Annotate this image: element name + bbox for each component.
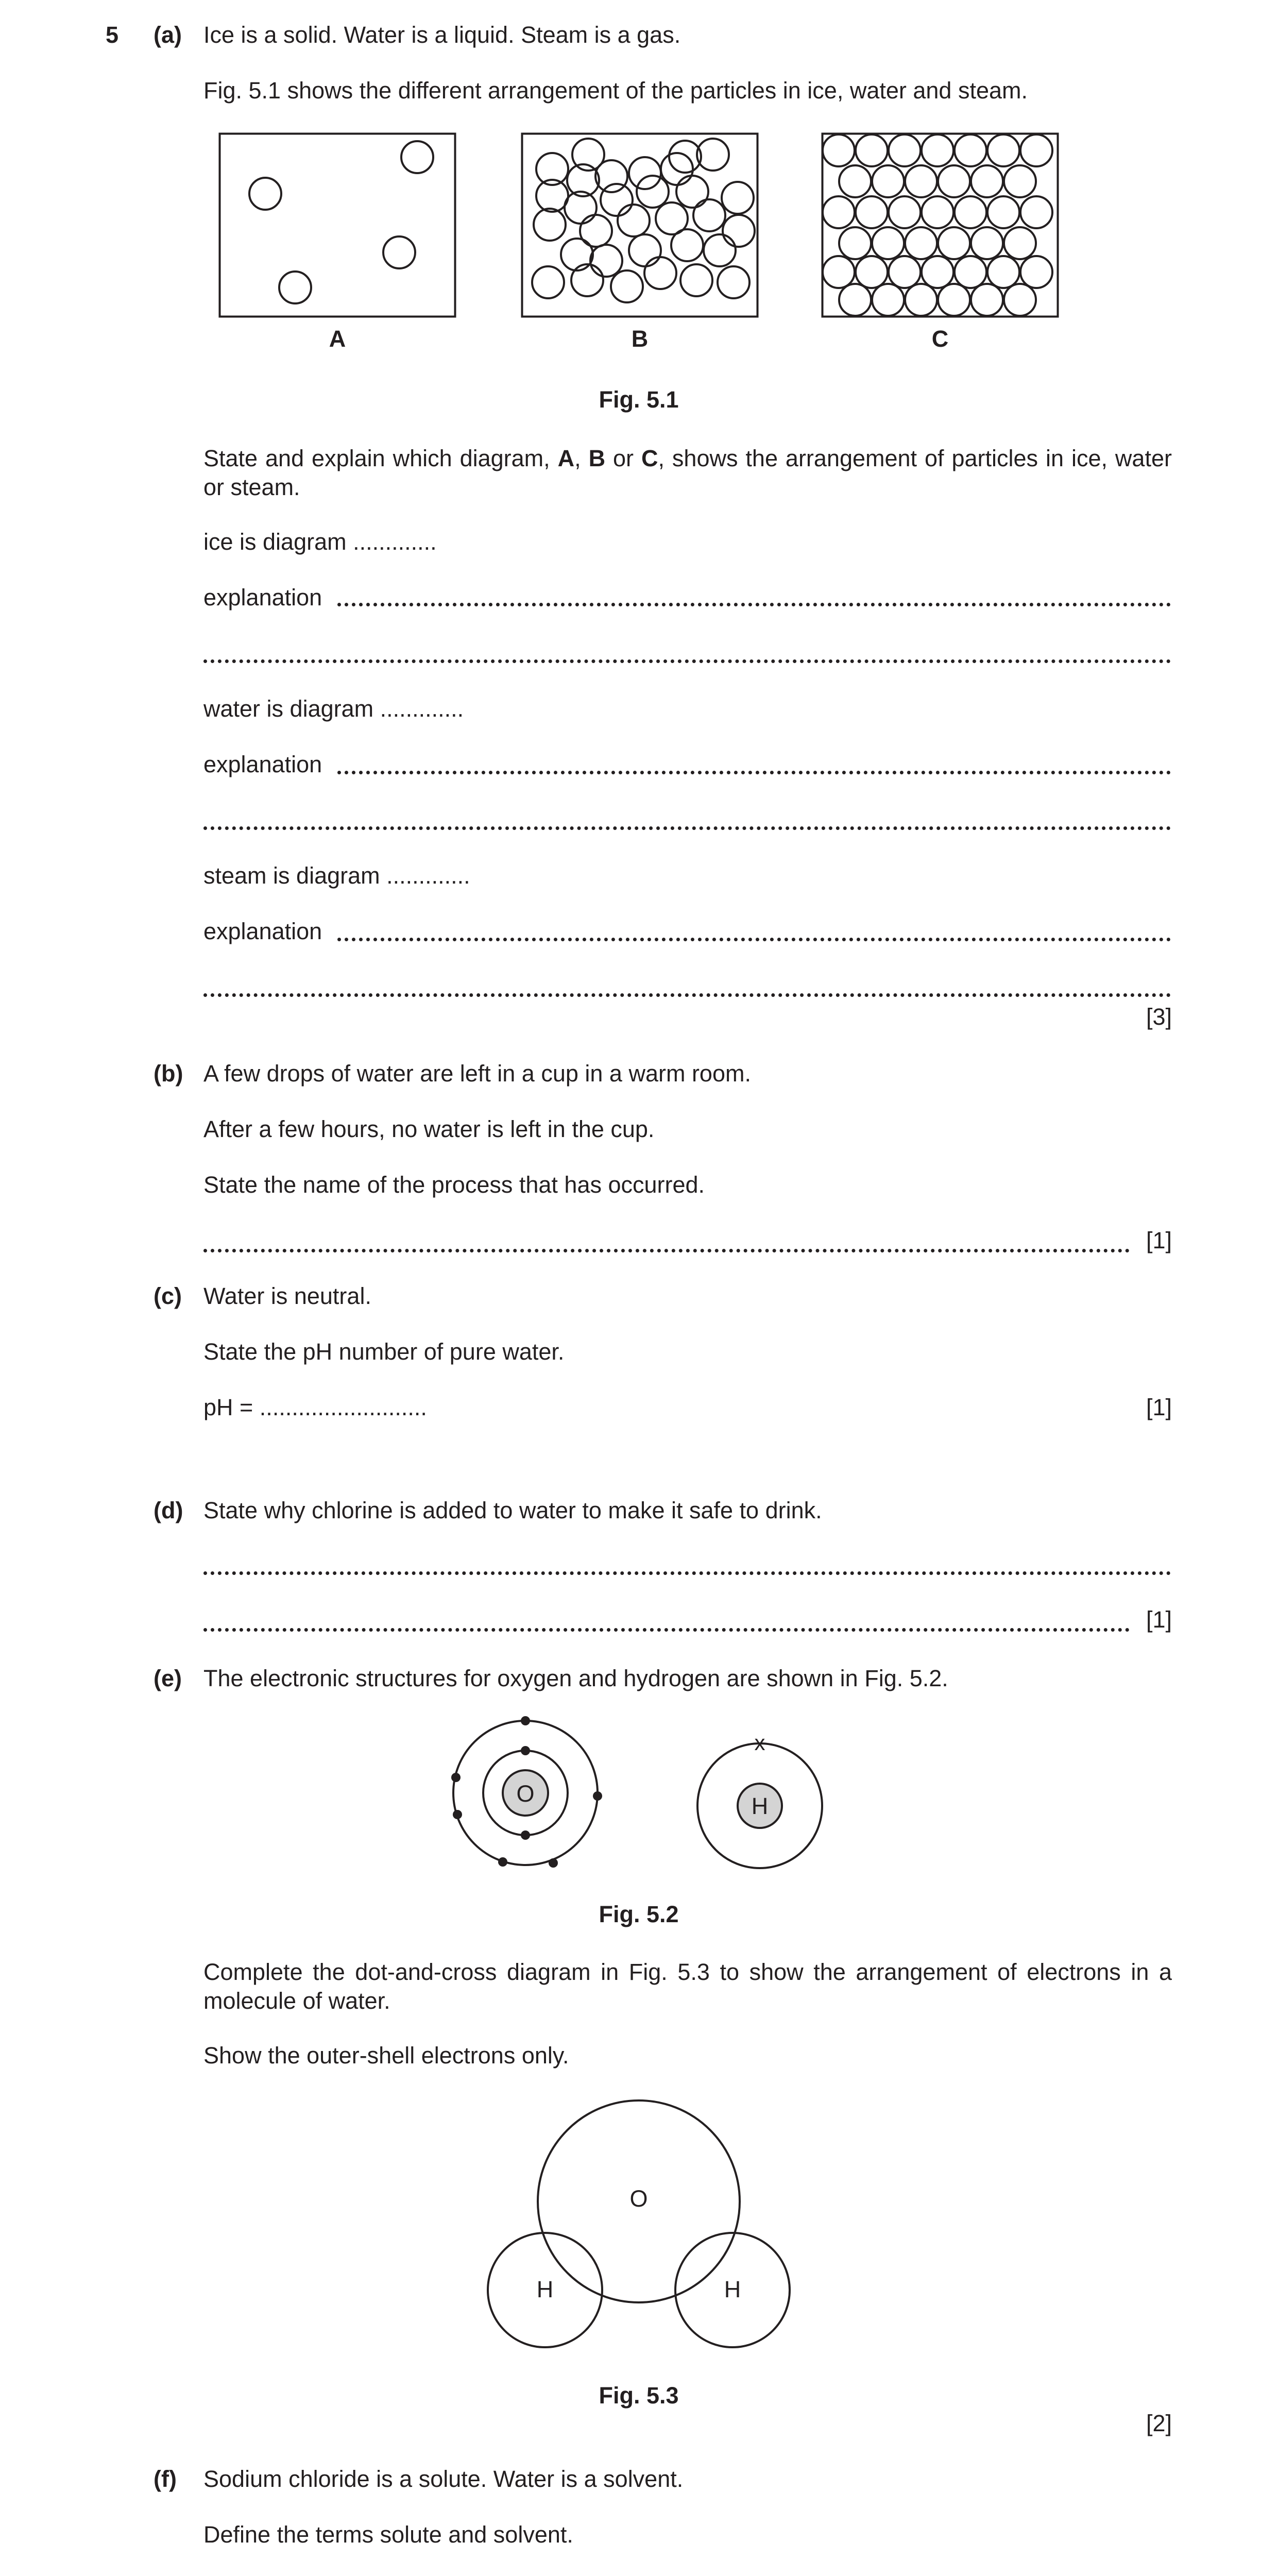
part-c-line-2: State the pH number of pure water.: [203, 1338, 565, 1365]
particle: [1004, 284, 1036, 316]
particle: [889, 134, 921, 166]
part-e-line-1: The electronic structures for oxygen and hydrogen are shown in Fig. 5.2.: [203, 1665, 948, 1691]
particle: [839, 165, 871, 197]
part-b-line-1: A few drops of water are left in a cup in a warm room.: [203, 1060, 751, 1087]
ice-explanation-line-1[interactable]: [337, 603, 1171, 606]
molecule-hydrogen-symbol-right: H: [724, 2276, 741, 2302]
hydrogen-symbol: H: [751, 1793, 769, 1819]
particle: [601, 184, 633, 216]
figure-caption-5-3: Fig. 5.3: [599, 2382, 679, 2409]
part-f-line-1: Sodium chloride is a solute. Water is a solvent.: [203, 2466, 684, 2492]
steam-explanation-line-2[interactable]: [203, 993, 1171, 997]
particle: [693, 199, 725, 231]
particle: [987, 256, 1019, 288]
particle: [722, 182, 754, 214]
water-molecule-diagram[interactable]: [484, 2099, 793, 2352]
diagram-a: [219, 133, 456, 317]
particle: [938, 284, 970, 316]
ice-explanation-line-2[interactable]: [203, 659, 1171, 663]
particle: [1004, 227, 1036, 259]
particle: [644, 257, 676, 289]
part-b-line-3: State the name of the process that has occurred.: [203, 1172, 705, 1198]
part-f-line-2: Define the terms solute and solvent.: [203, 2521, 573, 2548]
part-e-instruction: Complete the dot-and-cross diagram in Fig. 5.3 to show the arrangement of electrons in a molecule of water.: [203, 1959, 1172, 2014]
hydrogen-electron-cross: x: [754, 1731, 765, 1755]
particle: [823, 134, 855, 166]
part-c-marks: [1]: [1146, 1394, 1172, 1420]
particle: [872, 284, 904, 316]
diagram-label-b: B: [631, 326, 649, 352]
particle: [1020, 256, 1052, 288]
particle: [580, 215, 612, 247]
water-explanation-line-1[interactable]: [337, 771, 1171, 774]
particle: [671, 229, 703, 261]
part-d-line-1: State why chlorine is added to water to make it safe to drink.: [203, 1497, 822, 1523]
particle: [839, 227, 871, 259]
part-b-marks: [1]: [1146, 1227, 1172, 1253]
water-explanation-label: explanation: [203, 751, 322, 777]
part-d-marks: [1]: [1146, 1606, 1172, 1633]
molecule-oxygen-symbol: O: [629, 2185, 648, 2212]
particle: [922, 256, 953, 288]
part-b-answer-line[interactable]: [203, 1249, 1130, 1252]
molecule-hydrogen-symbol-left: H: [536, 2276, 554, 2302]
particle: [971, 227, 1003, 259]
particle: [629, 157, 661, 189]
part-a-instruction: State and explain which diagram, A, B or C, shows the arrangement of particles in ice, water or steam.: [203, 445, 1172, 500]
particle: [595, 160, 627, 192]
particle: [905, 284, 937, 316]
part-b-label: (b): [154, 1060, 183, 1087]
steam-explanation-line-1[interactable]: [337, 938, 1171, 941]
particle: [637, 176, 669, 208]
particle: [629, 234, 661, 266]
particle: [987, 134, 1019, 166]
part-d-answer-line-2[interactable]: [203, 1628, 1130, 1632]
particle: [955, 196, 986, 228]
part-a-intro: Fig. 5.1 shows the different arrangement of the particles in ice, water and steam.: [203, 77, 1028, 104]
part-e-label: (e): [154, 1665, 182, 1691]
steam-diagram-line[interactable]: steam is diagram .............: [203, 862, 470, 889]
particle: [938, 227, 970, 259]
particle: [704, 234, 736, 266]
particle: [661, 153, 693, 185]
particle: [718, 266, 749, 298]
particle: [872, 227, 904, 259]
part-a-marks: [3]: [1146, 1004, 1172, 1030]
particle: [680, 264, 712, 296]
part-a-label: (a): [154, 22, 182, 48]
water-diagram-line[interactable]: water is diagram .............: [203, 696, 464, 722]
part-c-label: (c): [154, 1283, 182, 1309]
particle: [676, 176, 708, 208]
particle: [561, 239, 593, 270]
particle: [1020, 196, 1052, 228]
particle: [987, 196, 1019, 228]
particle: [922, 134, 953, 166]
part-f-label: (f): [154, 2466, 177, 2492]
particle: [856, 196, 888, 228]
particle: [938, 165, 970, 197]
particle: [856, 134, 888, 166]
particle: [856, 256, 888, 288]
part-a-stem: Ice is a solid. Water is a liquid. Steam is a gas.: [203, 22, 681, 48]
particle: [889, 196, 921, 228]
part-e-marks: [2]: [1146, 2410, 1172, 2436]
particle: [1020, 134, 1052, 166]
part-c-line-1: Water is neutral.: [203, 1283, 371, 1309]
diagram-label-c: C: [931, 326, 949, 352]
question-number: 5: [106, 22, 119, 48]
particle: [823, 196, 855, 228]
particle: [723, 215, 755, 247]
oxygen-symbol: O: [516, 1781, 535, 1807]
particle: [532, 266, 564, 298]
particle: [971, 165, 1003, 197]
particle: [922, 196, 953, 228]
particle: [905, 165, 937, 197]
particle: [571, 264, 603, 296]
particle: [889, 256, 921, 288]
particle: [611, 270, 643, 302]
particle: [618, 205, 650, 236]
figure-caption-5-1: Fig. 5.1: [599, 386, 679, 413]
particle: [971, 284, 1003, 316]
steam-explanation-label: explanation: [203, 918, 322, 944]
water-explanation-line-2[interactable]: [203, 826, 1171, 830]
particle: [1004, 165, 1036, 197]
ice-diagram-line[interactable]: ice is diagram .............: [203, 529, 437, 555]
part-d-label: (d): [154, 1497, 183, 1523]
diagram-label-a: A: [329, 326, 346, 352]
particle: [839, 284, 871, 316]
particle: [534, 209, 566, 241]
particle: [872, 165, 904, 197]
part-b-line-2: After a few hours, no water is left in the cup.: [203, 1116, 655, 1142]
part-e-instruction-2: Show the outer-shell electrons only.: [203, 2042, 569, 2069]
diagram-c: [822, 133, 1059, 317]
part-d-answer-line-1[interactable]: [203, 1571, 1171, 1575]
ice-explanation-label: explanation: [203, 584, 322, 611]
particle: [823, 256, 855, 288]
ph-answer-line[interactable]: pH = ..........................: [203, 1394, 427, 1420]
figure-caption-5-2: Fig. 5.2: [599, 1901, 679, 1927]
particle: [905, 227, 937, 259]
diagram-b: [521, 133, 758, 317]
particle: [955, 134, 986, 166]
particle: [955, 256, 986, 288]
particle: [590, 245, 622, 277]
